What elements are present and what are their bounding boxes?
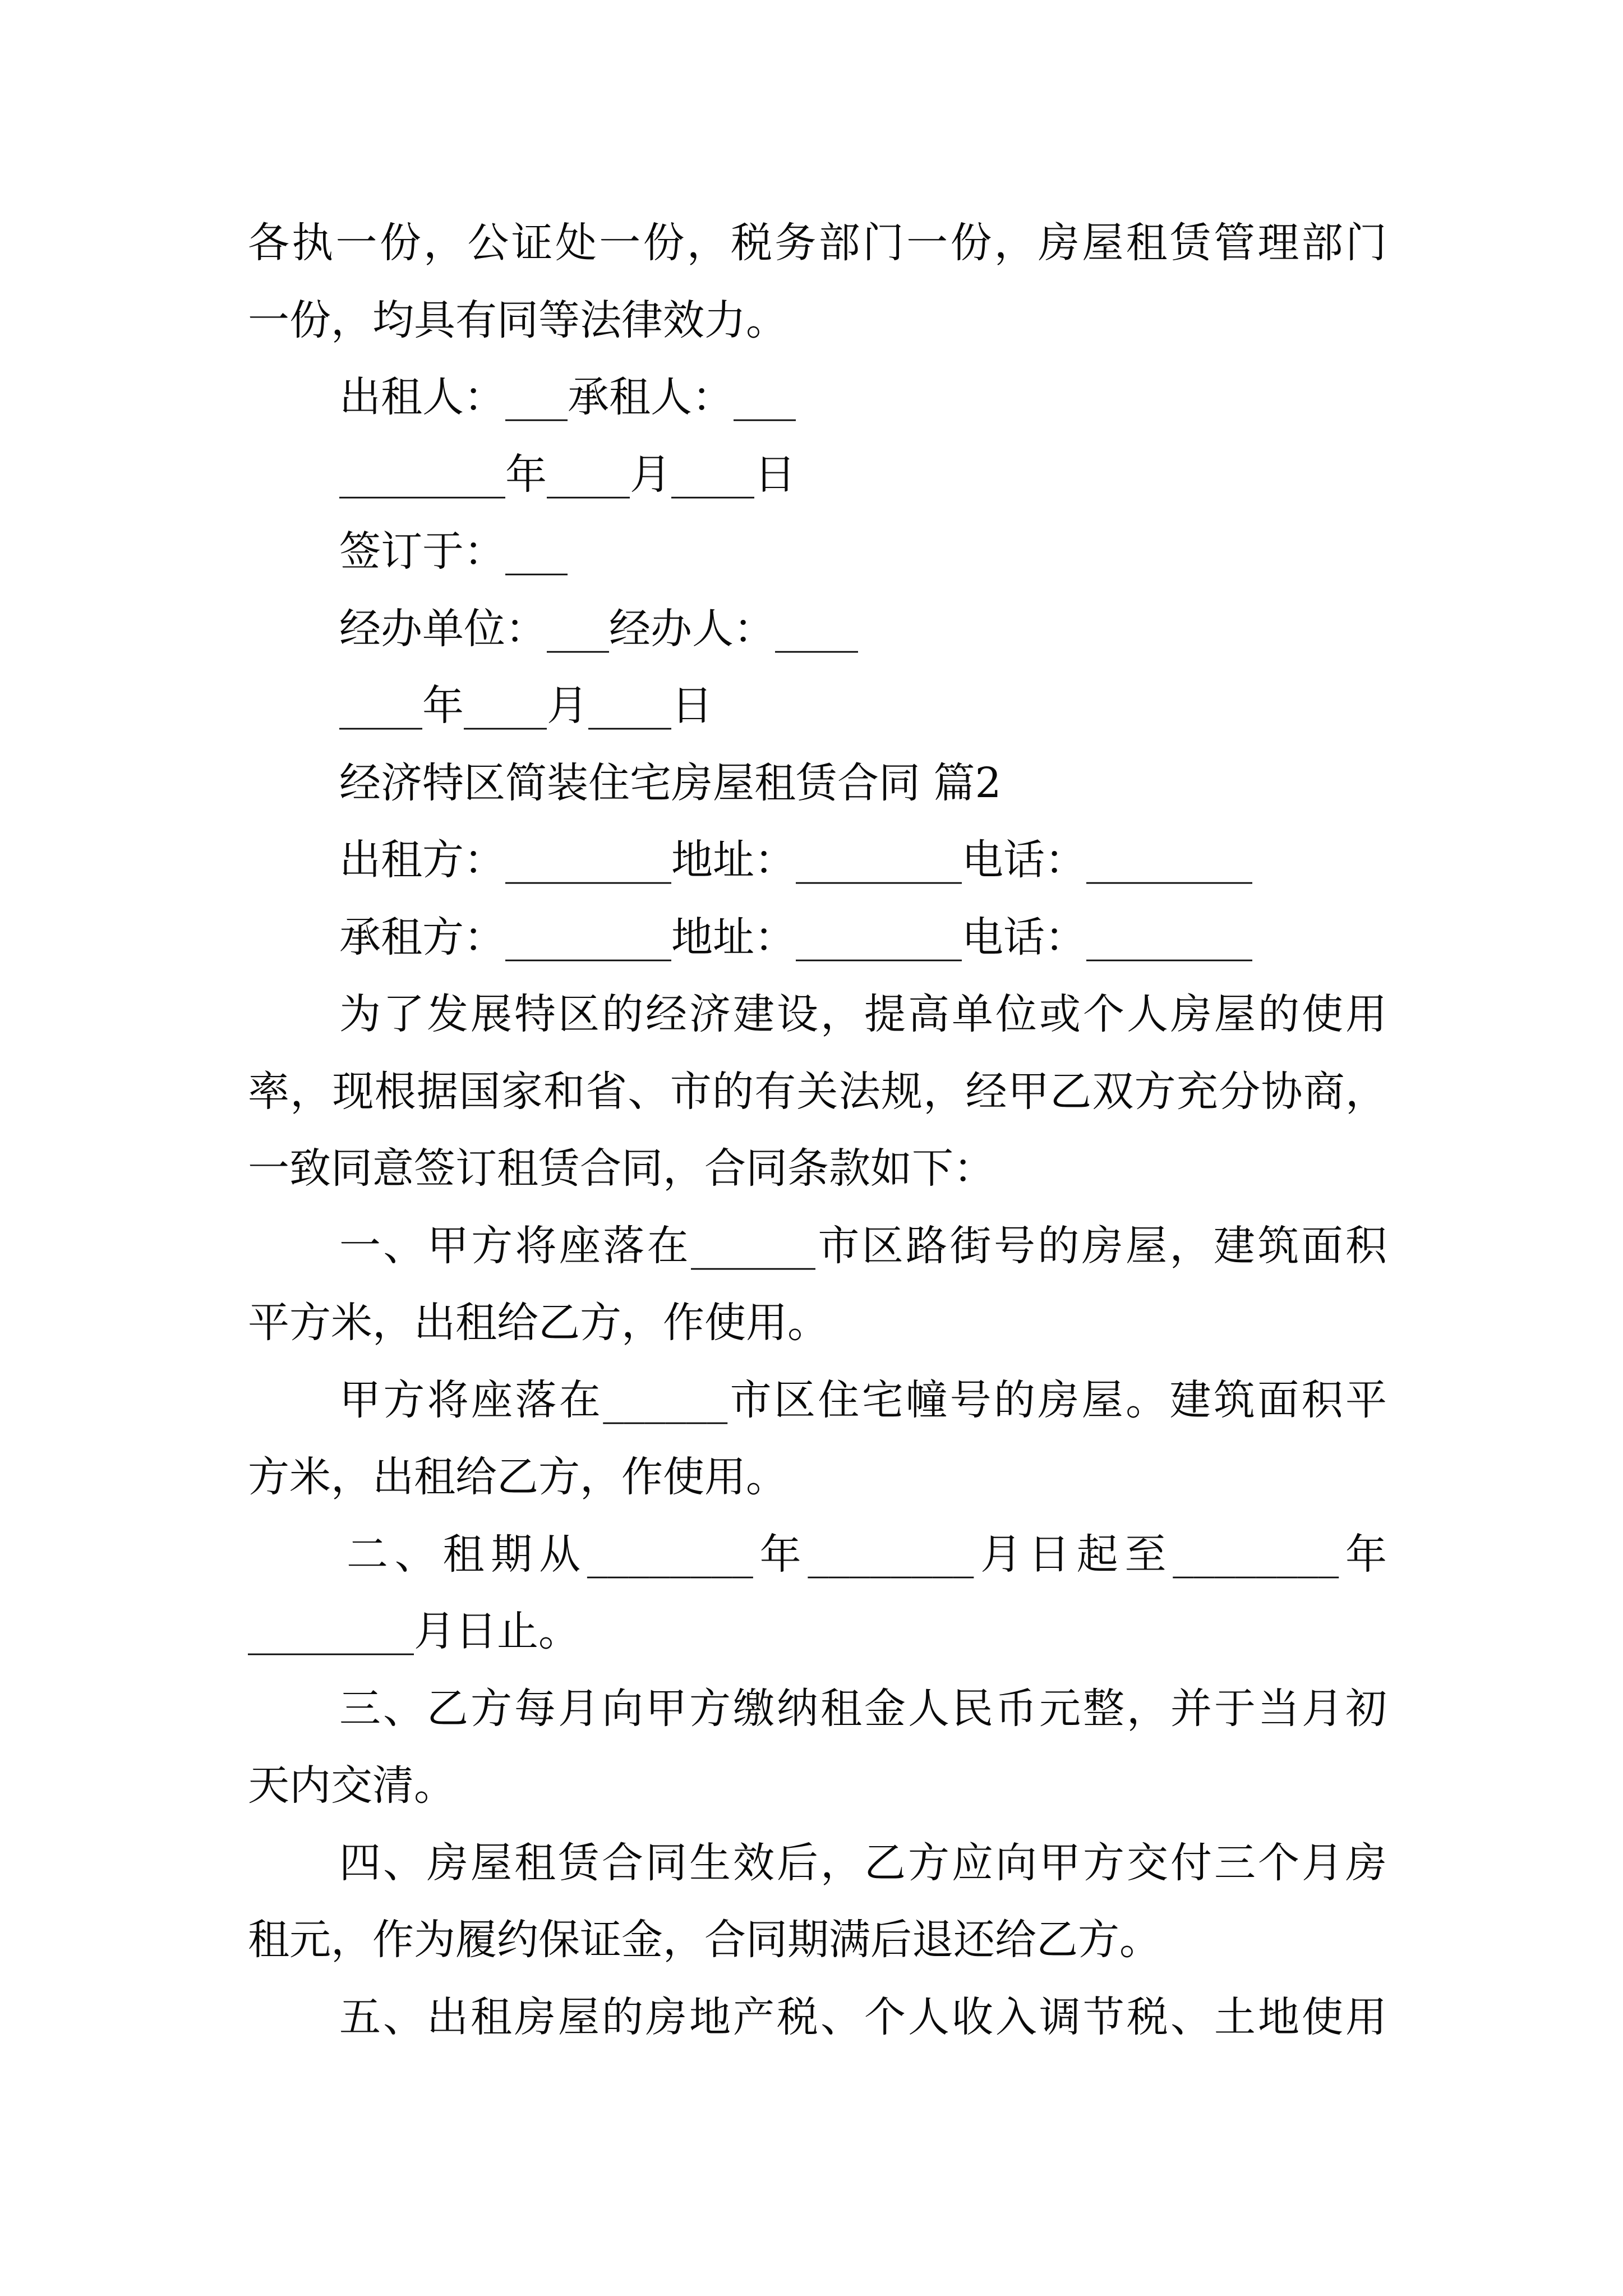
clause-line: 平方米，出租给乙方，作使用。 (248, 1299, 829, 1347)
signed-at-line: 签订于：___ (339, 527, 568, 576)
clause-line: 天内交清。 (248, 1761, 455, 1810)
clause-line: 五、出租房屋的房地产税、个人收入调节税、土地使用 (339, 1993, 1387, 2041)
lessee-line: 承租方：________地址：________电话：________ (339, 913, 1252, 961)
copies-clause-line: 各执一份，公证处一份，税务部门一份，房屋租赁管理部门 (248, 219, 1387, 267)
clause-line: 四、房屋租赁合同生效后，乙方应向甲方交付三个月房 (339, 1838, 1387, 1887)
clause-line: 三、乙方每月向甲方缴纳租金人民币元整，并于当月初 (339, 1684, 1387, 1733)
agency-date-line: ____年____月____日 (339, 682, 713, 730)
contract-title: 经济特区简装住宅房屋租赁合同 篇2 (339, 758, 1002, 807)
clause-line: 甲方将座落在______市区住宅幢号的房屋。建筑面积平 (339, 1375, 1387, 1424)
preamble-line: 一致同意签订租赁合同，合同条款如下： (248, 1144, 995, 1193)
clause-line: 一、甲方将座落在______市区路街号的房屋，建筑面积 (339, 1221, 1387, 1270)
document-body (0, 205, 1623, 2056)
handling-agency-line: 经办单位：___经办人：____ (339, 604, 858, 653)
preamble-line: 率，现根据国家和省、市的有关法规，经甲乙双方充分协商， (248, 1067, 1387, 1116)
signature-date-line: ________年____月____日 (339, 450, 796, 499)
clause-line: 租元，作为履约保证金，合同期满后退还给乙方。 (248, 1916, 1161, 1964)
copies-clause-line: 一份，均具有同等法律效力。 (248, 296, 787, 344)
clause-line: 二、租期从________年________月日起至________年 (347, 1530, 1387, 1579)
clause-line: 方米，出租给乙方，作使用。 (248, 1453, 787, 1501)
preamble-line: 为了发展特区的经济建设，提高单位或个人房屋的使用 (339, 990, 1387, 1038)
lessor-line: 出租方：________地址：________电话：________ (339, 836, 1252, 884)
parties-signature-line: 出租人：___承租人：___ (339, 373, 796, 421)
clause-line: ________月日止。 (248, 1607, 580, 1655)
